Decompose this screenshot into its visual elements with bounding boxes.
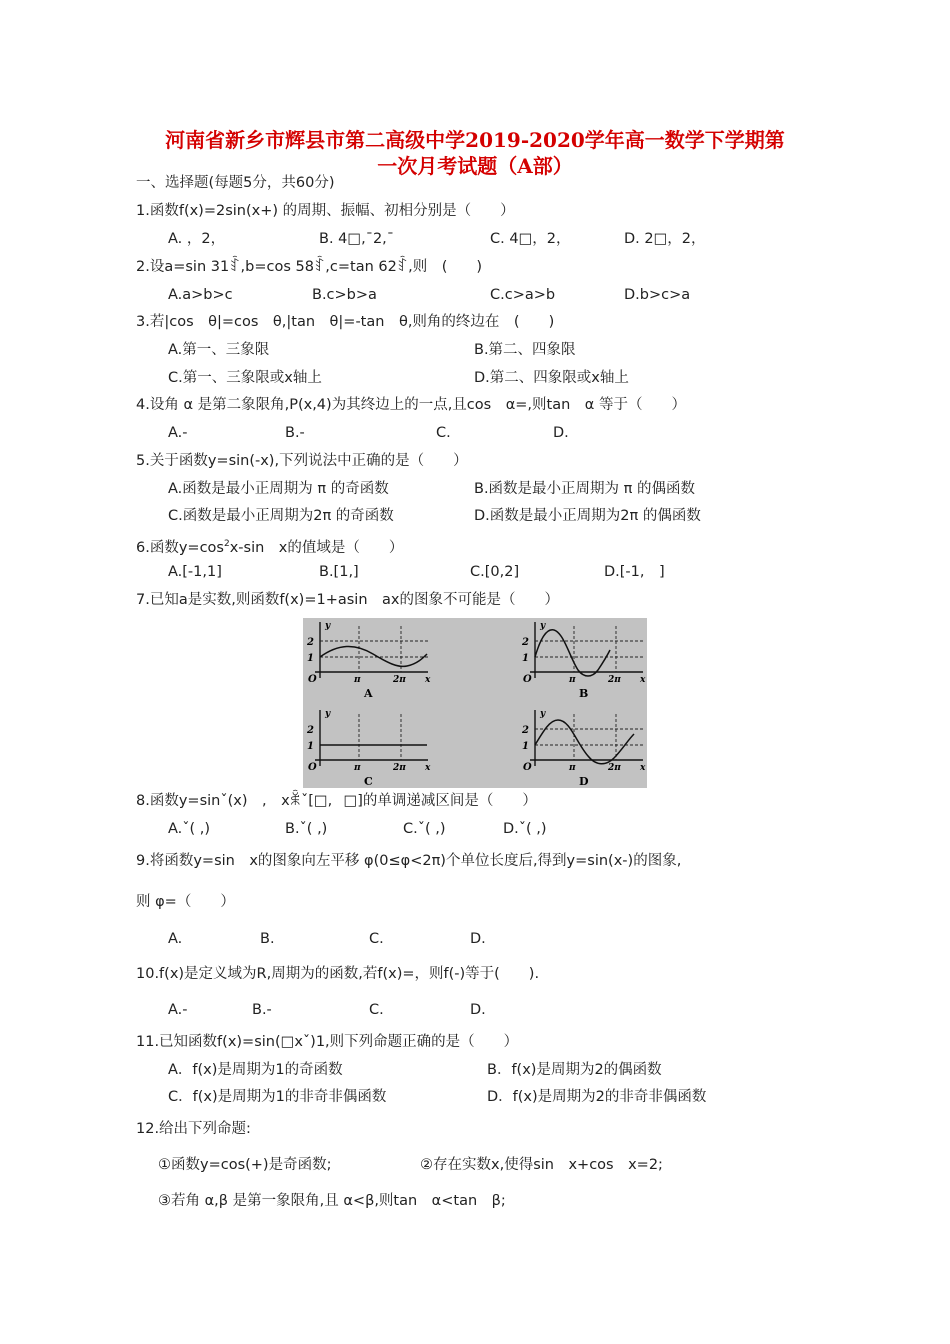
q12-proposition-1: ①函数y=cos(+)是奇函数; bbox=[158, 1157, 332, 1173]
q11-stem: 11.已知函数f(x)=sin(□xˇ)1,则下列命题正确的是（ ） bbox=[136, 1034, 519, 1050]
q5-option-b: B.函数是最小正周期为 π 的偶函数 bbox=[474, 481, 696, 497]
q5-option-d: D.函数是最小正周期为2π 的偶函数 bbox=[474, 508, 701, 524]
graph-b-origin: O bbox=[523, 674, 532, 685]
q6-option-d: D.[-1, ] bbox=[604, 564, 665, 580]
exam-title-line1: 河南省新乡市辉县市第二高级中学2019-2020学年高一数学下学期第 bbox=[165, 128, 785, 152]
q9-option-b: B. bbox=[260, 931, 275, 947]
q6-exponent: 2 bbox=[223, 539, 230, 549]
exam-title-line2: 一次月考试题（A部） bbox=[377, 154, 573, 178]
q1-option-a: A. ，2， bbox=[168, 231, 226, 247]
q10-option-b: B.- bbox=[252, 1002, 272, 1018]
section-heading: 一、选择题(每题5分，共60分) bbox=[136, 175, 335, 191]
q11-option-a: A．f(x)是周期为1的奇函数 bbox=[168, 1062, 343, 1078]
graph-d-pi: π bbox=[569, 763, 576, 773]
graph-a-y-label: y bbox=[325, 621, 331, 631]
q8-option-b: B.ˇ( ,) bbox=[285, 821, 328, 837]
q6-option-b: B.[1,] bbox=[319, 564, 359, 580]
graph-b-y-label: y bbox=[540, 621, 546, 631]
graph-d-tick-1: 1 bbox=[522, 741, 529, 752]
q9-stem-line2: 则 φ=（ ） bbox=[136, 894, 235, 910]
q7-stem: 7.已知a是实数,则函数f(x)=1+asin ax的图象不可能是（ ） bbox=[136, 592, 559, 608]
q9-stem-line1: 9.将函数y=sin x的图象向左平移 φ(0≤φ<2π)个单位长度后,得到y=sin(x-)的图象, bbox=[136, 853, 682, 869]
graph-d-y-label: y bbox=[540, 709, 546, 719]
q8-option-a: A.ˇ( ,) bbox=[168, 821, 211, 837]
q2-option-b: B.c>b>a bbox=[312, 287, 377, 303]
q6-option-c: C.[0,2] bbox=[470, 564, 520, 580]
q1-option-b: B. 4□,ˉ2,ˉ bbox=[319, 231, 395, 247]
q3-option-d: D.第二、四象限或x轴上 bbox=[474, 370, 629, 386]
graph-a-tick-1: 1 bbox=[307, 653, 314, 664]
q11-option-c: C．f(x)是周期为1的非奇非偶函数 bbox=[168, 1089, 387, 1105]
q11-option-b: B．f(x)是周期为2的偶函数 bbox=[487, 1062, 662, 1078]
graph-d-tick-2: 2 bbox=[522, 725, 529, 736]
graph-panel-a bbox=[306, 621, 431, 700]
q4-option-d: D. bbox=[553, 425, 569, 441]
q12-proposition-2: ②存在实数x,使得sin x+cos x=2; bbox=[420, 1157, 663, 1173]
q6-stem-end: x-sin x的值域是（ ） bbox=[229, 539, 404, 556]
q2-stem: 2.设a=sin 31ꆎ,b=cos 58ꆎ,c=tan 62ꆎ,则 ( ) bbox=[136, 259, 483, 275]
q10-option-c: C. bbox=[369, 1002, 384, 1018]
graph-d-label: D bbox=[579, 775, 589, 788]
q9-option-a: A. bbox=[168, 931, 183, 947]
q9-option-c: C. bbox=[369, 931, 384, 947]
q1-stem: 1.函数f(x)=2sin(x+) 的周期、振幅、初相分别是（ ） bbox=[136, 203, 515, 219]
graph-panel-d bbox=[521, 709, 646, 788]
q3-option-a: A.第一、三象限 bbox=[168, 342, 270, 358]
graph-c-pi: π bbox=[354, 763, 361, 773]
q1-option-d: D. 2□，2， bbox=[624, 231, 706, 247]
q9-option-d: D. bbox=[470, 931, 486, 947]
q11-option-d: D．f(x)是周期为2的非奇非偶函数 bbox=[487, 1089, 707, 1105]
q2-option-c: C.c>a>b bbox=[490, 287, 556, 303]
q10-option-d: D. bbox=[470, 1002, 486, 1018]
graph-a-2pi: 2π bbox=[393, 675, 406, 685]
q3-stem: 3.若|cos θ|=cos θ,|tan θ|=-tan θ,则角的终边在 ( ) bbox=[136, 314, 555, 330]
graph-c-2pi: 2π bbox=[393, 763, 406, 773]
q7-graph-figure bbox=[303, 618, 647, 788]
graph-c-y-label: y bbox=[325, 709, 331, 719]
graph-b-tick-1: 1 bbox=[522, 653, 529, 664]
graph-a-tick-2: 2 bbox=[307, 637, 314, 648]
q3-option-b: B.第二、四象限 bbox=[474, 342, 576, 358]
graph-a-x-label: x bbox=[425, 675, 431, 685]
q4-option-c: C. bbox=[436, 425, 451, 441]
graph-b-x-label: x bbox=[640, 675, 646, 685]
q5-option-a: A.函数是最小正周期为 π 的奇函数 bbox=[168, 481, 389, 497]
q6-stem-start: 6.函数y=cos bbox=[136, 539, 224, 556]
graph-d-2pi: 2π bbox=[608, 763, 621, 773]
graph-a-origin: O bbox=[308, 674, 317, 685]
graph-b-label: B bbox=[579, 687, 589, 700]
q10-stem: 10.f(x)是定义域为R,周期为的函数,若f(x)=，则f(-)等于( ). bbox=[136, 966, 540, 982]
graph-c-origin: O bbox=[308, 762, 317, 773]
q12-stem: 12.给出下列命题: bbox=[136, 1121, 251, 1137]
q6-option-a: A.[-1,1] bbox=[168, 564, 222, 580]
graph-panel-b bbox=[521, 621, 646, 700]
graph-a-label: A bbox=[364, 687, 373, 700]
graph-c-tick-2: 2 bbox=[307, 725, 314, 736]
graph-b-pi: π bbox=[569, 675, 576, 685]
q5-option-c: C.函数是最小正周期为2π 的奇函数 bbox=[168, 508, 394, 524]
graph-d-x-label: x bbox=[640, 763, 646, 773]
q4-stem: 4.设角 α 是第二象限角,P(x,4)为其终边上的一点,且cos α=,则tan α 等于（ ） bbox=[136, 397, 686, 413]
graph-panel-c bbox=[306, 709, 431, 788]
q5-stem: 5.关于函数y=sin(-x),下列说法中正确的是（ ） bbox=[136, 453, 468, 469]
graph-b-tick-2: 2 bbox=[522, 637, 529, 648]
q3-option-c: C.第一、三象限或x轴上 bbox=[168, 370, 322, 386]
q10-option-a: A.- bbox=[168, 1002, 188, 1018]
graph-b-2pi: 2π bbox=[608, 675, 621, 685]
q12-proposition-3: ③若角 α,β 是第一象限角,且 α<β,则tan α<tan β; bbox=[158, 1193, 506, 1209]
q8-stem: 8.函数y=sinˇ(x) , xꆘˇ[□, □]的单调递减区间是（ ） bbox=[136, 793, 537, 809]
q8-option-c: C.ˇ( ,) bbox=[403, 821, 446, 837]
q4-option-a: A.- bbox=[168, 425, 188, 441]
graph-c-x-label: x bbox=[425, 763, 431, 773]
graph-c-label: C bbox=[364, 775, 373, 788]
graph-c-tick-1: 1 bbox=[307, 741, 314, 752]
q8-option-d: D.ˇ( ,) bbox=[503, 821, 547, 837]
q2-option-a: A.a>b>c bbox=[168, 287, 233, 303]
q1-option-c: C. 4□，2， bbox=[490, 231, 571, 247]
graph-d-origin: O bbox=[523, 762, 532, 773]
q2-option-d: D.b>c>a bbox=[624, 287, 691, 303]
graph-a-pi: π bbox=[354, 675, 361, 685]
q6-stem bbox=[136, 534, 403, 558]
q4-option-b: B.- bbox=[285, 425, 305, 441]
